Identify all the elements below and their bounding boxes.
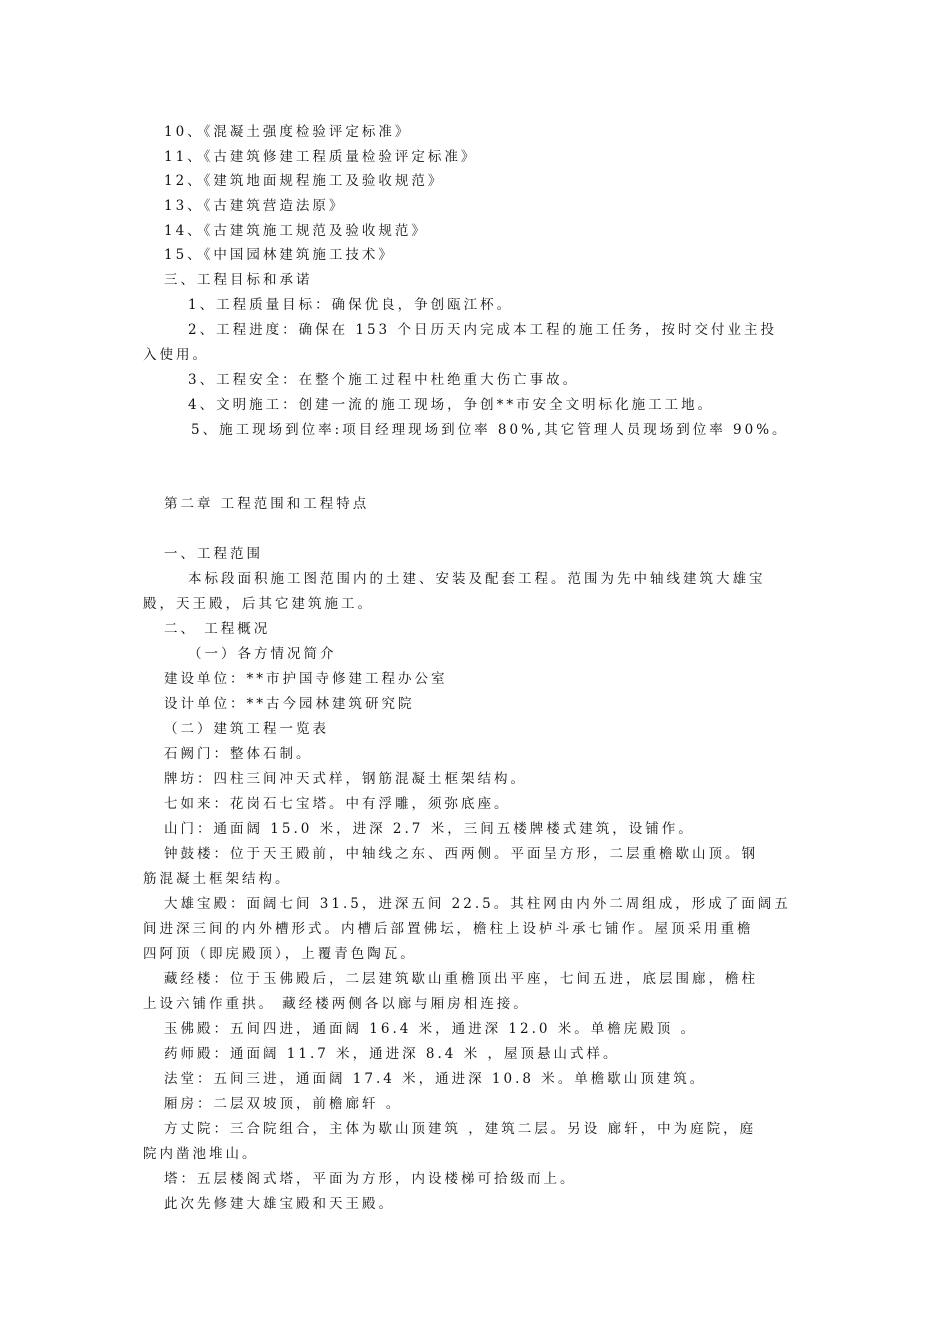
section-heading-goals: 三、工程目标和承诺 [164,272,313,288]
building-main-hall: 大雄宝殿：面阔七间 31.5，进深五间 22.5。其柱网由内外二周组成，形成了面阔五 [164,896,791,912]
goal-presence: 5、施工现场到位率:项目经理现场到位率 80%,其它管理人员现场到位率 90%。 [191,422,789,438]
goal-schedule: 2、工程进度：确保在 153 个日历天内完成本工程的施工任务，按时交付业主投 [188,322,777,338]
subheading-parties: （一）各方情况简介 [188,646,337,662]
scope-text: 本标段面积施工图范围内的土建、安装及配套工程。范围为先中轴线建筑大雄宝 [188,571,766,587]
building-main-hall-cont-1: 间进深三间的内外槽形式。内槽后部置佛坛，檐柱上设栌斗承七铺作。屋顶采用重檐 [143,921,754,937]
building-sutra-library-cont: 上设六铺作重拱。 藏经楼两侧各以廊与厢房相连接。 [143,996,530,1012]
building-bell-drum-tower: 钟鼓楼：位于天王殿前，中轴线之东、西两侧。平面呈方形，二层重檐歇山顶。钢 [164,846,758,862]
building-stone-gate: 石阙门：整体石制。 [164,746,313,762]
building-abbot-courtyard: 方丈院：三合院组合，主体为歇山顶建筑 ，建筑二层。另设 廊轩，中为庭院，庭 [164,1121,757,1137]
building-mountain-gate: 山门：通面阔 15.0 米，进深 2.7 米，三间五楼牌楼式建筑，设铺作。 [164,821,695,837]
section-heading-overview: 二、 工程概况 [164,621,271,637]
standard-item-10: 10、《混凝土强度检验评定标准》 [164,124,412,140]
building-pagoda: 塔：五层楼阁式塔，平面为方形，内设楼梯可拾级而上。 [164,1171,577,1187]
chapter-title: 第二章 工程范围和工程特点 [164,496,370,512]
building-main-hall-cont-2: 四阿顶（即庑殿顶），上覆青色陶瓦。 [143,946,417,962]
builder-unit: 建设单位：**市护国寺修建工程办公室 [164,671,448,687]
scope-text-cont: 殿，天王殿，后其它建筑施工。 [143,596,374,612]
standard-item-13: 13、《古建筑营造法原》 [164,198,346,214]
standard-item-11: 11、《古建筑修建工程质量检验评定标准》 [164,149,478,165]
section-heading-scope: 一、工程范围 [164,546,263,562]
building-medicine-buddha-hall: 药师殿：通面阔 11.7 米，通进深 8.4 米 ，屋顶悬山式样。 [164,1046,620,1062]
goal-quality: 1、工程质量目标：确保优良，争创瓯江杯。 [188,297,514,313]
building-archway: 牌坊：四柱三间冲天式样，钢筋混凝土框架结构。 [164,771,527,787]
standard-item-12: 12、《建筑地面规程施工及验收规范》 [164,173,445,189]
building-sutra-library: 藏经楼：位于玉佛殿后，二层建筑歇山重檐顶出平座，七间五进，底层围廊，檐柱 [164,971,758,987]
subheading-building-list: （二）建筑工程一览表 [164,721,329,737]
goal-civilized: 4、文明施工：创建一流的施工现场，争创**市安全文明标化施工工地。 [188,397,715,413]
building-dharma-hall: 法堂：五间三进，通面阔 17.4 米，通进深 10.8 米。单檐歇山顶建筑。 [164,1071,707,1087]
building-side-rooms: 厢房：二层双坡顶，前檐廊轩 。 [164,1096,403,1112]
building-seven-tathagata: 七如来：花岗石七宝塔。中有浮雕，须弥底座。 [164,796,511,812]
goal-safety: 3、工程安全：在整个施工过程中杜绝重大伤亡事故。 [188,372,580,388]
building-abbot-courtyard-cont: 院内凿池堆山。 [143,1146,259,1162]
goal-schedule-cont: 入使用。 [143,347,209,363]
building-bell-drum-tower-cont: 筋混凝土框架结构。 [143,871,292,887]
designer-unit: 设计单位：**古今园林建筑研究院 [164,696,415,712]
standard-item-15: 15、《中国园林建筑施工技术》 [164,247,395,263]
building-jade-buddha-hall: 玉佛殿：五间四进，通面阔 16.4 米，通进深 12.0 米。单檐庑殿顶 。 [164,1021,698,1037]
standard-item-14: 14、《古建筑施工规范及验收规范》 [164,223,428,239]
construction-priority-note: 此次先修建大雄宝殿和天王殿。 [164,1196,395,1212]
